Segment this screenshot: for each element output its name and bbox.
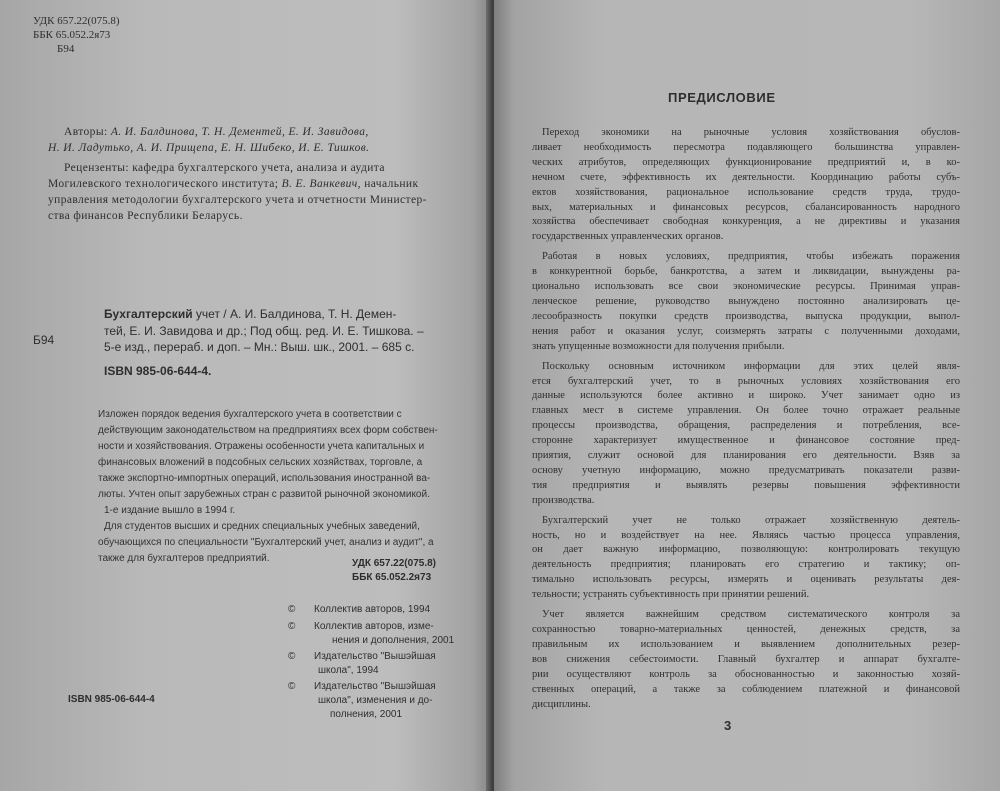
preface-line: в конкурентной борьбе, банкротства, а затем и ликвидации, вынуждены ра- <box>532 266 960 278</box>
preface-line: процессы производства, обращения, распределения и потребления, все- <box>532 420 960 432</box>
preface-paragraph <box>532 360 960 509</box>
bib-title: Бухгалтерский <box>104 307 193 321</box>
copyright-line: Издательство "Вышэйшая <box>314 681 436 692</box>
copyright-icon: © <box>288 604 296 615</box>
preface-line: вых, материальных и финансовых ресурсов, сбалансированность народного <box>532 201 960 213</box>
preface-line: производства. <box>532 494 595 506</box>
udk-code: УДК 657.22(075.8) <box>352 558 436 569</box>
preface-line: ектов хозяйствования, рациональное использование средств труда, трудо- <box>532 186 960 198</box>
annotation-line: также для бухгалтеров предприятий. <box>98 553 270 564</box>
bib-isbn: ISBN 985-06-644-4. <box>104 363 212 378</box>
preface-line: рии осуществляют контроль за обоснованностью и законностью хозяй- <box>532 668 960 680</box>
left-page <box>0 0 492 791</box>
bib-line: учет / А. И. Балдинова, Т. Н. Демен- <box>195 307 397 321</box>
preface-line: ется бухгалтерский учет, то в рыночных условиях хозяйствования его <box>532 375 960 387</box>
right-page <box>494 0 1000 791</box>
copyright-icon: © <box>288 681 296 692</box>
preface-line: деятельность предприятия; планировать его стратегию и тактику; оп- <box>532 559 960 571</box>
preface-line: Работая в новых условиях, предприятия, чтобы избежать поражения <box>542 251 960 263</box>
copyright-line: полнения, 2001 <box>330 709 403 720</box>
annotation-line: 1-е издание вышло в 1994 г. <box>104 505 236 516</box>
bib-line: тей, Е. И. Завидова и др.; Под общ. ред. И. Е. Тишкова. – <box>104 323 424 338</box>
annotation-line: финансовых вложений в подсобных сельских хозяйствах, торговле, а <box>98 457 423 468</box>
page-heading: ПРЕДИСЛОВИЕ <box>668 90 776 105</box>
isbn-bottom: ISBN 985-06-644-4 <box>68 694 155 705</box>
preface-line: главных мест в системе управления. Он более точно отражает реальные <box>532 405 960 417</box>
preface-line: ческих атрибутов, определяющих функционирование предприятий и, в ко- <box>532 156 960 168</box>
preface-line: тимально использовать ресурсы, измерять и оценивать результаты дея- <box>532 574 960 586</box>
preface-line: ливает необходимость пересмотра подавляющего большинства управлен- <box>532 141 960 153</box>
annotation-line: ности и хозяйствования. Отражены особенности учета капитальных и <box>98 441 425 452</box>
preface-line: ционально использовать все свои экономические ресурсы. Принимая управ- <box>532 281 960 293</box>
copyright-line: школа", изменения и до- <box>318 695 433 706</box>
author-mark: Б94 <box>57 43 75 55</box>
annotation-line: Изложен порядок ведения бухгалтерского учета в соответствии с <box>98 409 402 420</box>
preface-line: вов снижения себестоимости. Главный бухгалтер и аппарат бухгалте- <box>532 653 960 665</box>
bottom-codes <box>352 557 436 585</box>
copyright-icon: © <box>288 621 296 632</box>
preface-line: Поскольку основным источником информации для этих целей явля- <box>542 360 960 372</box>
preface-line: нечном счете, эффективность их деятельности. Координацию работы субъ- <box>532 171 960 183</box>
preface-text <box>532 126 960 717</box>
annotation-line: также экспортно-импортных операций, использования иностранной ва- <box>98 473 431 484</box>
preface-line: данные используются более активно и широко. Учет занимает одно из <box>532 390 960 402</box>
preface-line: Бухгалтерский учет не только отражает хозяйственную деятель- <box>542 514 960 526</box>
copyright-line: нения и дополнения, 2001 <box>332 635 455 646</box>
authors-label: Авторы: <box>64 126 108 138</box>
bib-letter: Б94 <box>33 333 55 347</box>
annotation-line: люты. Учтен опыт зарубежных стран с развитой рыночной экономикой. <box>98 489 430 500</box>
preface-line: правильным их использованием и выявлением дополнительных резер- <box>532 638 960 650</box>
preface-line: ность, но и воздействует на нее. Являясь частью процесса управления, <box>532 529 960 541</box>
preface-line: сохранностью товарно-материальных ценностей, денежных средств, за <box>532 624 960 635</box>
reviewers-line: кафедра бухгалтерского учета, анализа и аудита <box>132 162 385 174</box>
preface-line: хозяйства обеспечивает свободная конкуренция, а не директивы и указания <box>532 216 960 228</box>
preface-paragraph <box>532 250 960 354</box>
copyright-line: школа", 1994 <box>318 665 379 676</box>
preface-line: основу учетную информацию, можно предусматривать показатели разви- <box>532 464 960 476</box>
preface-line: тельности; устранять субъективность при принятии решений. <box>532 589 810 601</box>
copyright-line: Издательство "Вышэйшая <box>314 651 436 662</box>
annotation-block <box>98 407 438 567</box>
authors-block <box>48 124 370 156</box>
page-number: 3 <box>724 718 732 733</box>
copyright-icon: © <box>288 651 296 662</box>
udk-code: УДК 657.22(075.8) <box>33 15 120 27</box>
preface-line: приятия, служит основой для планирования его деятельности. Взяв за <box>532 450 960 462</box>
reviewers-line: управления методологии бухгалтерского учета и отчетности Министер- <box>48 194 427 206</box>
preface-line: дисциплины. <box>532 698 591 710</box>
preface-line: государственных управленческих органов. <box>532 231 724 243</box>
preface-line: сторонне характеризует имущественное и финансовое состояние пред- <box>532 435 960 447</box>
bbk-code: ББК 65.052.2я73 <box>33 29 111 41</box>
copyright-line: Коллектив авторов, изме- <box>314 621 434 632</box>
annotation-line: обучающихся по специальности "Бухгалтерский учет, анализ и аудит", а <box>98 537 434 548</box>
authors-line: Н. И. Ладутько, А. И. Прищепа, Е. Н. Шибеко, И. Е. Тишков. <box>48 142 370 154</box>
preface-paragraph <box>532 126 960 245</box>
reviewers-line: начальник <box>364 178 419 190</box>
preface-line: Переход экономики на рыночные условия хозяйствования обуслов- <box>542 127 960 138</box>
authors-line: А. И. Балдинова, Т. Н. Дементей, Е. И. Завидова, <box>110 126 369 138</box>
bibliographic-record <box>104 306 424 379</box>
copyright-line: Коллектив авторов, 1994 <box>314 604 431 615</box>
preface-line: ственных операций, а также за соблюдением платежной и финансовой <box>532 683 960 695</box>
bbk-code: ББК 65.052.2я73 <box>352 572 432 583</box>
reviewers-label: Рецензенты: <box>64 162 129 174</box>
preface-line: он дает важную информацию, позволяющую: контролировать текущую <box>532 544 960 556</box>
preface-line: ленческое решение, руководство вынуждено постоянно анализировать це- <box>532 295 960 307</box>
annotation-line: действующим законодательством на предприятиях всех форм собствен- <box>98 425 438 436</box>
preface-line: нения работ и оказания услуг, соизмерять затраты с полученными доходами, <box>532 325 960 337</box>
bib-line: 5-е изд., перераб. и доп. – Мн.: Выш. шк., 2001. – 685 с. <box>104 340 415 354</box>
reviewer-name: В. Е. Ванкевич, <box>281 178 361 190</box>
top-codes <box>33 14 120 56</box>
preface-line: лесообразность покупки средств производства, выпуска продукции, выпол- <box>532 310 960 322</box>
reviewers-line: ства финансов Республики Беларусь. <box>48 210 243 222</box>
reviewers-block <box>48 160 427 224</box>
annotation-line: Для студентов высших и средних специальных учебных заведений, <box>104 521 420 532</box>
preface-paragraph <box>532 514 960 603</box>
preface-line: тия предприятия и выявлять резервы повышения эффективности <box>532 479 960 491</box>
reviewers-line: Могилевского технологического института; <box>48 178 279 190</box>
preface-paragraph <box>532 608 960 712</box>
preface-line: знать упущенные возможности для получения прибыли. <box>532 340 785 352</box>
preface-line: Учет является важнейшим средством систематического контроля за <box>542 609 960 621</box>
